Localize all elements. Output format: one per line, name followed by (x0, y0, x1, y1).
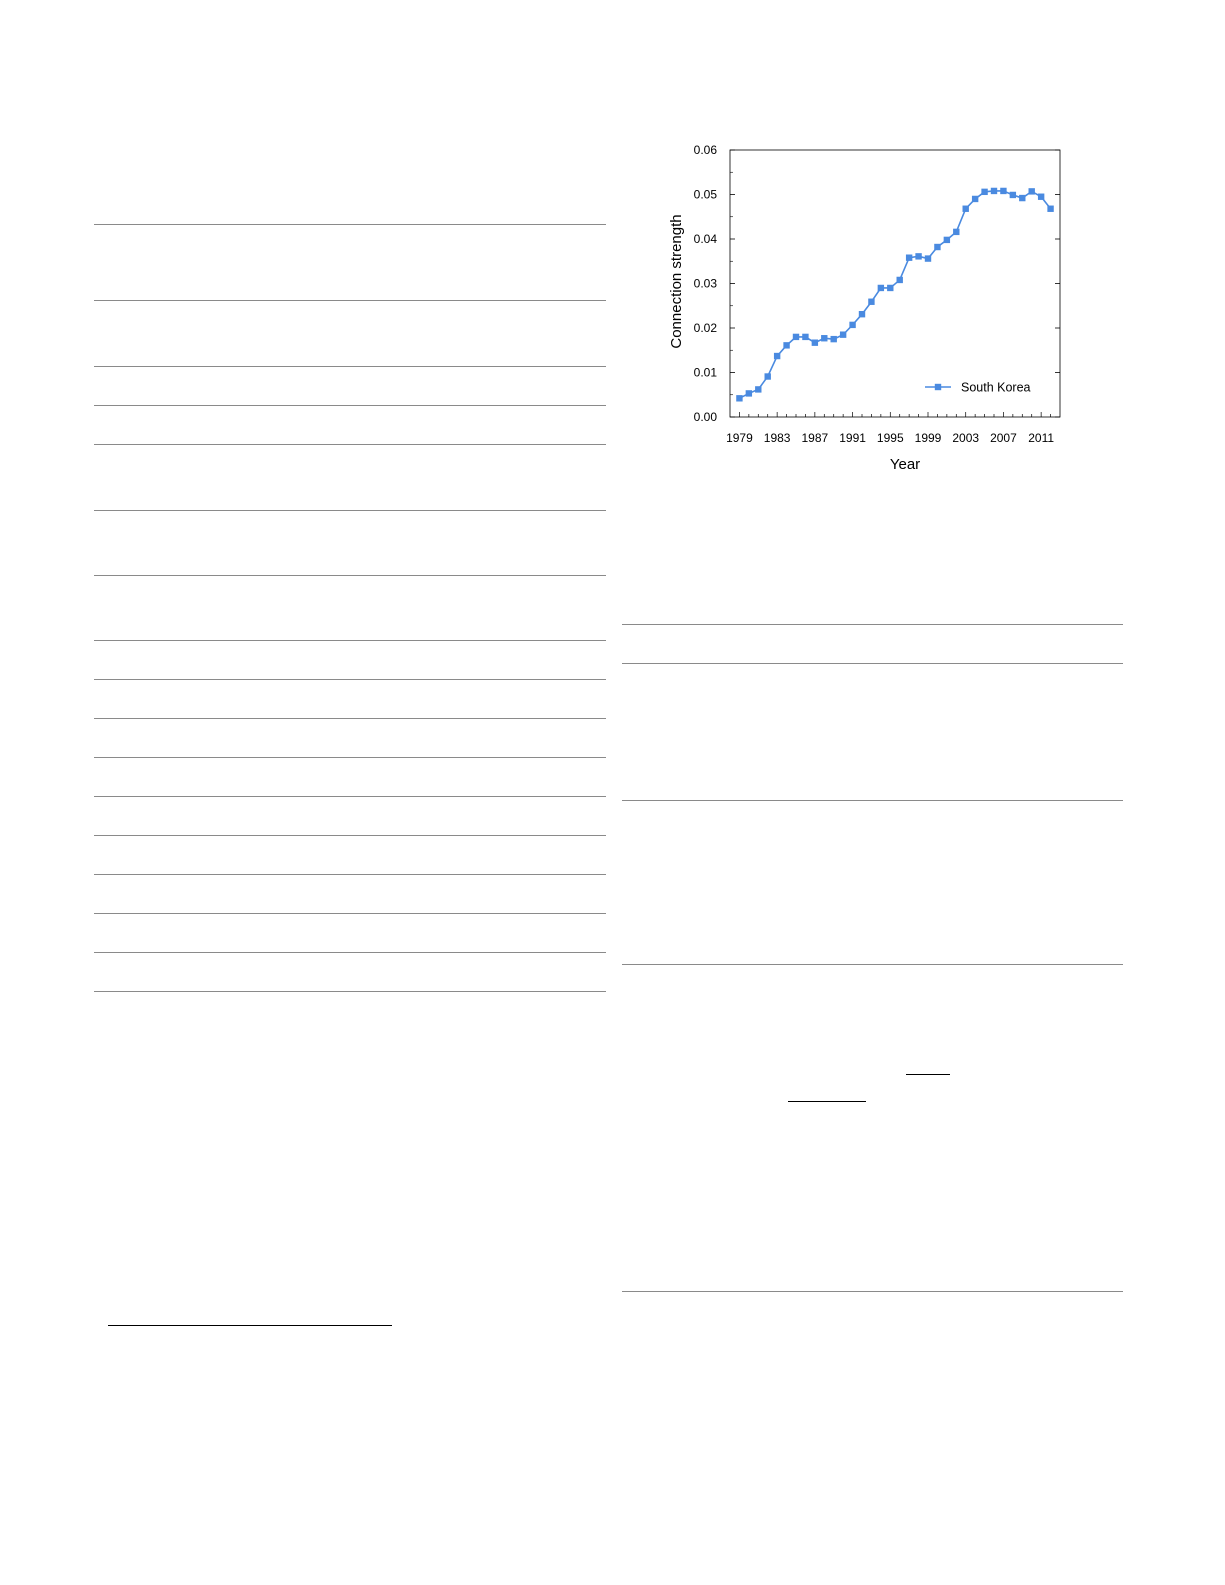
connection-strength-chart (660, 140, 1100, 485)
data-point (755, 386, 761, 392)
table-rule (94, 679, 606, 680)
x-tick-label: 1991 (839, 431, 866, 445)
data-point (1000, 188, 1006, 194)
table-rule (94, 366, 606, 367)
table-rule (94, 718, 606, 719)
y-axis-label: Connection strength (668, 214, 685, 349)
y-tick-label: 0.01 (693, 365, 717, 380)
data-point (897, 277, 903, 283)
y-tick-label: 0.00 (693, 410, 717, 424)
table-rule (94, 796, 606, 797)
x-axis-label: Year (889, 456, 921, 473)
data-point (840, 331, 846, 337)
table-rule (94, 405, 606, 406)
x-tick-label: 2007 (990, 431, 1017, 445)
data-point (963, 206, 969, 212)
data-point (849, 322, 855, 328)
data-point (887, 285, 893, 291)
table-rule (94, 991, 606, 992)
table-rule (622, 1291, 1123, 1292)
x-tick-label: 1995 (876, 431, 904, 445)
data-point (774, 353, 780, 359)
data-point (746, 390, 752, 396)
data-point (1019, 195, 1025, 201)
x-tick-label: 1983 (763, 431, 791, 445)
data-point (934, 244, 940, 250)
data-point (765, 373, 771, 379)
x-tick-label: 1987 (801, 431, 829, 445)
table-rule (94, 510, 606, 511)
data-point (981, 189, 987, 195)
y-tick-label: 0.05 (693, 187, 717, 202)
data-point (953, 229, 959, 235)
data-point (859, 311, 865, 317)
data-point (793, 334, 799, 340)
table-rule (622, 800, 1123, 801)
data-point (972, 196, 978, 202)
data-point (1010, 192, 1016, 198)
data-point (991, 188, 997, 194)
data-point (1038, 194, 1044, 200)
table-rule (622, 964, 1123, 965)
data-point (802, 334, 808, 340)
table-rule (622, 663, 1123, 664)
data-point (812, 339, 818, 345)
fraction-bar (788, 1101, 866, 1102)
data-point (868, 299, 874, 305)
table-rule (94, 300, 606, 301)
data-point (906, 254, 912, 260)
data-point (821, 335, 827, 341)
y-tick-label: 0.06 (693, 143, 717, 157)
y-tick-label: 0.04 (693, 232, 717, 246)
x-tick-label: 2011 (1028, 431, 1055, 445)
legend-marker (935, 384, 941, 390)
table-rule (94, 874, 606, 875)
data-point (925, 255, 931, 261)
footnote-separator (108, 1325, 392, 1326)
table-rule (94, 757, 606, 758)
data-point (831, 336, 837, 342)
data-point (915, 253, 921, 259)
data-point (1047, 206, 1053, 212)
table-rule (94, 913, 606, 914)
table-rule (94, 224, 606, 225)
fraction-bar (906, 1074, 950, 1075)
table-rule (94, 952, 606, 953)
x-tick-label: 2003 (952, 431, 980, 445)
table-rule (94, 640, 606, 641)
data-point (944, 237, 950, 243)
table-rule (94, 444, 606, 445)
legend-label: South Korea (961, 380, 1031, 395)
table-rule (622, 624, 1123, 625)
y-tick-label: 0.03 (693, 276, 717, 291)
x-tick-label: 1999 (914, 431, 942, 445)
data-point (878, 285, 884, 291)
table-rule (94, 835, 606, 836)
table-rule (94, 575, 606, 576)
data-point (783, 342, 789, 348)
data-point (1029, 188, 1035, 194)
y-tick-label: 0.02 (693, 321, 717, 335)
data-point (736, 395, 742, 401)
x-tick-label: 1979 (726, 431, 753, 445)
series-line-south-korea (739, 191, 1050, 398)
